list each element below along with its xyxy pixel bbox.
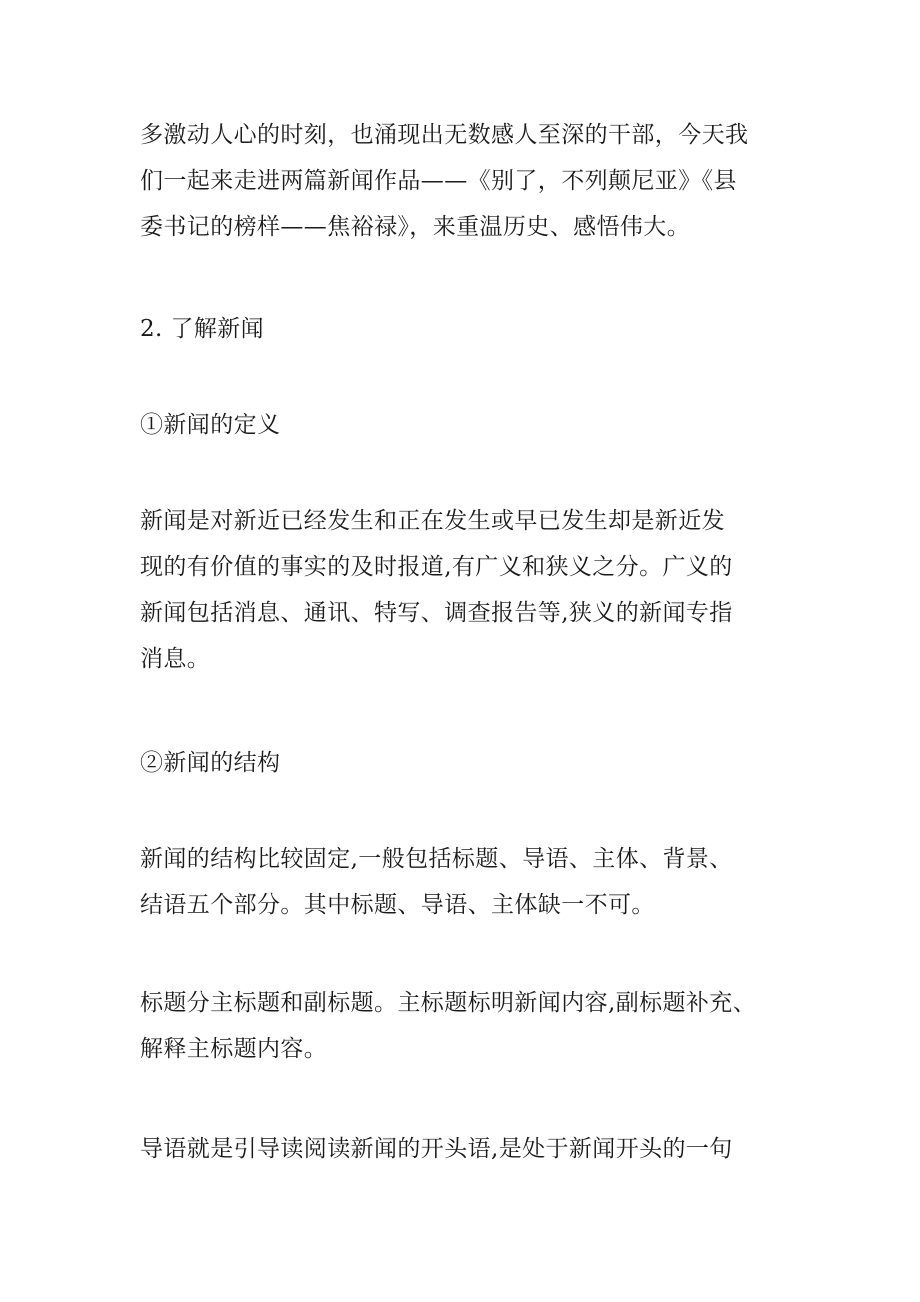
text-line: 结语五个部分。其中标题、导语、主体缺一不可。 — [140, 892, 655, 918]
text-line: 解释主标题内容。 — [140, 1036, 328, 1062]
text-line: 现的有价值的事实的及时报道,有广义和狭义之分。广义的 — [140, 554, 733, 580]
text-line: 导语就是引导读阅读新闻的开头语,是处于新闻开头的一句 — [140, 1136, 733, 1162]
text-line: 多激动人心的时刻，也涌现出无数感人至深的干部，今天我 — [140, 122, 749, 148]
lead-paragraph — [140, 1126, 800, 1172]
text-line: 新闻是对新近已经发生和正在发生或早已发生却是新近发 — [140, 508, 725, 534]
text-line: 们一起来走进两篇新闻作品——《别了，不列颠尼亚》《县 — [140, 168, 737, 194]
text-line: 委书记的榜样——焦裕禄》，来重温历史、感悟伟大。 — [140, 214, 691, 240]
subheading-structure — [140, 740, 800, 786]
section-heading-text: 2. 了解新闻 — [140, 316, 265, 342]
title-paragraph — [140, 980, 800, 1072]
text-line: 新闻包括消息、通讯、特写、调查报告等,狭义的新闻专指 — [140, 600, 733, 626]
definition-paragraph — [140, 498, 800, 682]
structure-paragraph — [140, 836, 800, 928]
text-line: 新闻的结构比较固定,一般包括标题、导语、主体、背景、 — [140, 846, 733, 872]
subheading-definition — [140, 402, 800, 448]
subheading-definition-text: ①新闻的定义 — [140, 412, 281, 438]
intro-paragraph — [140, 112, 800, 250]
subheading-structure-text: ②新闻的结构 — [140, 750, 281, 776]
text-line: 消息。 — [140, 646, 211, 672]
text-line: 标题分主标题和副标题。主标题标明新闻内容,副标题补充、 — [140, 990, 757, 1016]
section-heading — [140, 306, 800, 352]
